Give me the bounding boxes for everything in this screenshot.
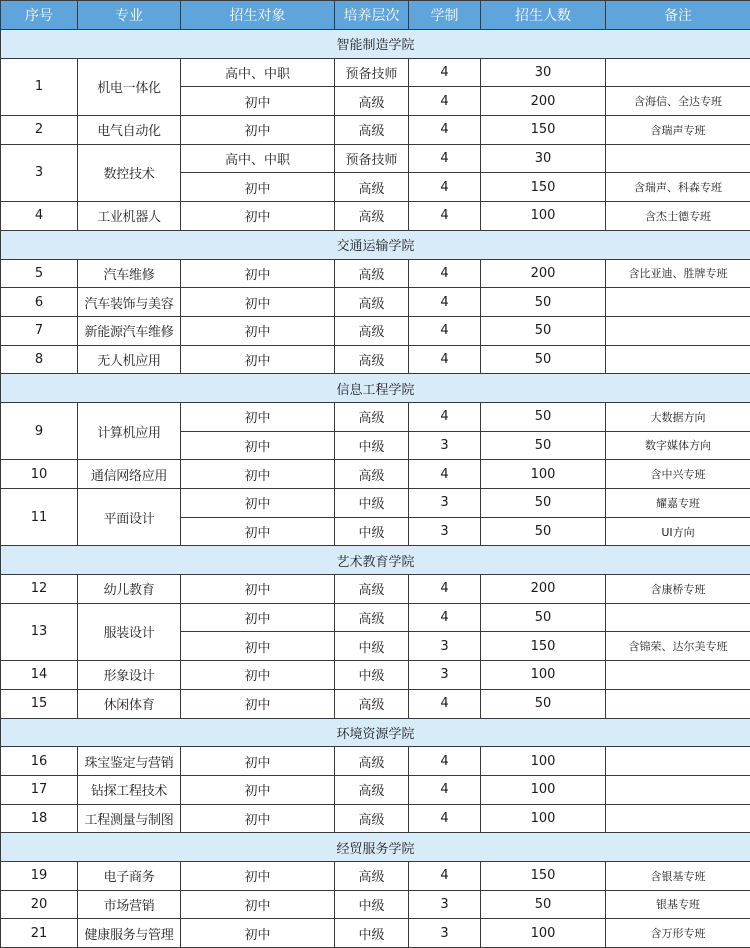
cell-no: 18 <box>1 804 78 833</box>
section-title: 智能制造学院 <box>1 30 750 59</box>
table-row <box>1 144 750 173</box>
cell-years: 3 <box>409 919 481 948</box>
cell-years: 3 <box>409 632 481 661</box>
cell-no: 17 <box>1 775 78 804</box>
cell-target: 初中 <box>181 747 335 776</box>
cell-count: 100 <box>481 775 606 804</box>
table-body <box>1 30 750 948</box>
cell-count: 100 <box>481 804 606 833</box>
column-header-count: 招生人数 <box>481 1 606 30</box>
cell-note: 含银基专班 <box>606 861 750 890</box>
cell-target: 初中 <box>181 890 335 919</box>
cell-no: 4 <box>1 202 78 231</box>
cell-major: 休闲体育 <box>78 689 181 718</box>
cell-no: 5 <box>1 259 78 288</box>
cell-count: 50 <box>481 345 606 374</box>
cell-no: 16 <box>1 747 78 776</box>
cell-note: 含万形专班 <box>606 919 750 948</box>
cell-target: 初中 <box>181 116 335 145</box>
cell-level: 中级 <box>335 517 409 546</box>
cell-count: 200 <box>481 575 606 604</box>
cell-years: 3 <box>409 489 481 518</box>
cell-target: 初中 <box>181 517 335 546</box>
section-row <box>1 546 750 575</box>
cell-no: 7 <box>1 316 78 345</box>
cell-note: 含比亚迪、胜牌专班 <box>606 259 750 288</box>
cell-no: 6 <box>1 288 78 317</box>
cell-count: 100 <box>481 202 606 231</box>
section-row <box>1 30 750 59</box>
cell-years: 4 <box>409 603 481 632</box>
cell-count: 100 <box>481 747 606 776</box>
cell-years: 4 <box>409 747 481 776</box>
section-title: 艺术教育学院 <box>1 546 750 575</box>
cell-level: 中级 <box>335 431 409 460</box>
cell-years: 3 <box>409 517 481 546</box>
table-row <box>1 116 750 145</box>
cell-note: 含锦荣、达尔美专班 <box>606 632 750 661</box>
cell-note <box>606 288 750 317</box>
cell-count: 50 <box>481 316 606 345</box>
cell-major: 健康服务与管理 <box>78 919 181 948</box>
cell-years: 4 <box>409 804 481 833</box>
cell-major: 工程测量与制图 <box>78 804 181 833</box>
cell-major: 新能源汽车维修 <box>78 316 181 345</box>
cell-count: 50 <box>481 431 606 460</box>
cell-count: 50 <box>481 689 606 718</box>
cell-count: 150 <box>481 861 606 890</box>
cell-no: 21 <box>1 919 78 948</box>
cell-target: 初中 <box>181 775 335 804</box>
cell-major: 平面设计 <box>78 489 181 546</box>
cell-years: 4 <box>409 144 481 173</box>
table-row <box>1 460 750 489</box>
table-row <box>1 689 750 718</box>
cell-years: 3 <box>409 890 481 919</box>
cell-note: 含中兴专班 <box>606 460 750 489</box>
cell-count: 50 <box>481 402 606 431</box>
table-row <box>1 603 750 632</box>
cell-level: 中级 <box>335 919 409 948</box>
table-row <box>1 575 750 604</box>
cell-note: 银基专班 <box>606 890 750 919</box>
table-row <box>1 747 750 776</box>
cell-level: 高级 <box>335 861 409 890</box>
cell-no: 3 <box>1 144 78 201</box>
cell-note: 含瑞声、科森专班 <box>606 173 750 202</box>
cell-target: 初中 <box>181 919 335 948</box>
section-title: 环境资源学院 <box>1 718 750 747</box>
cell-no: 12 <box>1 575 78 604</box>
cell-no: 9 <box>1 402 78 459</box>
cell-years: 3 <box>409 661 481 690</box>
cell-target: 初中 <box>181 632 335 661</box>
table-header <box>1 1 750 30</box>
table-row <box>1 288 750 317</box>
cell-note: 含康桥专班 <box>606 575 750 604</box>
section-row <box>1 230 750 259</box>
cell-level: 高级 <box>335 288 409 317</box>
cell-level: 预备技师 <box>335 58 409 87</box>
cell-major: 汽车装饰与美容 <box>78 288 181 317</box>
cell-major: 市场营销 <box>78 890 181 919</box>
cell-level: 中级 <box>335 661 409 690</box>
cell-note <box>606 345 750 374</box>
cell-note: 含瑞声专班 <box>606 116 750 145</box>
cell-years: 4 <box>409 202 481 231</box>
cell-target: 初中 <box>181 173 335 202</box>
cell-years: 4 <box>409 316 481 345</box>
cell-count: 30 <box>481 58 606 87</box>
cell-target: 初中 <box>181 288 335 317</box>
cell-target: 高中、中职 <box>181 144 335 173</box>
column-header-level: 培养层次 <box>335 1 409 30</box>
cell-years: 4 <box>409 58 481 87</box>
cell-level: 高级 <box>335 575 409 604</box>
cell-count: 150 <box>481 632 606 661</box>
cell-major: 珠宝鉴定与营销 <box>78 747 181 776</box>
cell-count: 30 <box>481 144 606 173</box>
cell-target: 初中 <box>181 861 335 890</box>
cell-note <box>606 689 750 718</box>
column-header-no: 序号 <box>1 1 78 30</box>
section-row <box>1 374 750 403</box>
header-row <box>1 1 750 30</box>
cell-note: 耀嘉专班 <box>606 489 750 518</box>
cell-note: 含杰士德专班 <box>606 202 750 231</box>
cell-no: 1 <box>1 58 78 115</box>
cell-years: 4 <box>409 861 481 890</box>
cell-count: 200 <box>481 259 606 288</box>
cell-note <box>606 316 750 345</box>
cell-no: 19 <box>1 861 78 890</box>
cell-count: 50 <box>481 517 606 546</box>
section-title: 经贸服务学院 <box>1 833 750 862</box>
cell-no: 14 <box>1 661 78 690</box>
cell-no: 8 <box>1 345 78 374</box>
cell-target: 初中 <box>181 689 335 718</box>
cell-level: 高级 <box>335 316 409 345</box>
table-row <box>1 202 750 231</box>
cell-level: 高级 <box>335 460 409 489</box>
cell-major: 计算机应用 <box>78 402 181 459</box>
cell-no: 20 <box>1 890 78 919</box>
cell-level: 高级 <box>335 87 409 116</box>
cell-years: 4 <box>409 116 481 145</box>
cell-years: 4 <box>409 173 481 202</box>
cell-level: 高级 <box>335 775 409 804</box>
cell-count: 150 <box>481 116 606 145</box>
table-row <box>1 402 750 431</box>
table-row <box>1 919 750 948</box>
cell-years: 4 <box>409 402 481 431</box>
cell-years: 4 <box>409 460 481 489</box>
cell-count: 50 <box>481 603 606 632</box>
cell-count: 100 <box>481 460 606 489</box>
cell-target: 高中、中职 <box>181 58 335 87</box>
cell-major: 汽车维修 <box>78 259 181 288</box>
table-row <box>1 890 750 919</box>
cell-years: 4 <box>409 775 481 804</box>
table-row <box>1 58 750 87</box>
cell-level: 高级 <box>335 173 409 202</box>
cell-target: 初中 <box>181 661 335 690</box>
cell-major: 电气自动化 <box>78 116 181 145</box>
cell-level: 高级 <box>335 747 409 776</box>
table-row <box>1 804 750 833</box>
cell-note: 含海信、全达专班 <box>606 87 750 116</box>
table-row <box>1 775 750 804</box>
cell-count: 50 <box>481 489 606 518</box>
section-title: 信息工程学院 <box>1 374 750 403</box>
cell-target: 初中 <box>181 259 335 288</box>
section-title: 交通运输学院 <box>1 230 750 259</box>
cell-major: 通信网络应用 <box>78 460 181 489</box>
table-row <box>1 316 750 345</box>
cell-major: 形象设计 <box>78 661 181 690</box>
cell-major: 幼儿教育 <box>78 575 181 604</box>
cell-years: 4 <box>409 575 481 604</box>
cell-years: 4 <box>409 87 481 116</box>
table-row <box>1 661 750 690</box>
column-header-target: 招生对象 <box>181 1 335 30</box>
cell-target: 初中 <box>181 575 335 604</box>
cell-no: 2 <box>1 116 78 145</box>
cell-note <box>606 58 750 87</box>
cell-major: 机电一体化 <box>78 58 181 115</box>
cell-level: 高级 <box>335 116 409 145</box>
cell-target: 初中 <box>181 402 335 431</box>
cell-level: 高级 <box>335 689 409 718</box>
cell-note <box>606 603 750 632</box>
cell-major: 钻探工程技术 <box>78 775 181 804</box>
cell-level: 预备技师 <box>335 144 409 173</box>
column-header-years: 学制 <box>409 1 481 30</box>
cell-note <box>606 747 750 776</box>
table-row <box>1 861 750 890</box>
cell-note: 数字媒体方向 <box>606 431 750 460</box>
cell-major: 服装设计 <box>78 603 181 660</box>
cell-count: 100 <box>481 919 606 948</box>
cell-note: 大数据方向 <box>606 402 750 431</box>
cell-target: 初中 <box>181 460 335 489</box>
section-row <box>1 718 750 747</box>
cell-years: 3 <box>409 431 481 460</box>
cell-level: 高级 <box>335 402 409 431</box>
cell-note <box>606 804 750 833</box>
cell-count: 200 <box>481 87 606 116</box>
cell-note: UI方向 <box>606 517 750 546</box>
cell-major: 电子商务 <box>78 861 181 890</box>
cell-years: 4 <box>409 288 481 317</box>
cell-note <box>606 661 750 690</box>
cell-target: 初中 <box>181 202 335 231</box>
cell-level: 高级 <box>335 603 409 632</box>
cell-level: 高级 <box>335 202 409 231</box>
column-header-major: 专业 <box>78 1 181 30</box>
cell-level: 中级 <box>335 890 409 919</box>
cell-years: 4 <box>409 259 481 288</box>
cell-years: 4 <box>409 345 481 374</box>
table-row <box>1 259 750 288</box>
cell-target: 初中 <box>181 345 335 374</box>
cell-level: 高级 <box>335 804 409 833</box>
section-row <box>1 833 750 862</box>
cell-level: 中级 <box>335 489 409 518</box>
cell-target: 初中 <box>181 431 335 460</box>
cell-years: 4 <box>409 689 481 718</box>
cell-target: 初中 <box>181 804 335 833</box>
cell-note <box>606 775 750 804</box>
cell-note <box>606 144 750 173</box>
cell-target: 初中 <box>181 603 335 632</box>
cell-count: 100 <box>481 661 606 690</box>
cell-count: 150 <box>481 173 606 202</box>
cell-level: 高级 <box>335 345 409 374</box>
cell-target: 初中 <box>181 489 335 518</box>
cell-count: 50 <box>481 288 606 317</box>
column-header-note: 备注 <box>606 1 750 30</box>
cell-level: 中级 <box>335 632 409 661</box>
cell-level: 高级 <box>335 259 409 288</box>
cell-major: 数控技术 <box>78 144 181 201</box>
cell-no: 11 <box>1 489 78 546</box>
cell-target: 初中 <box>181 316 335 345</box>
cell-major: 工业机器人 <box>78 202 181 231</box>
cell-target: 初中 <box>181 87 335 116</box>
cell-no: 15 <box>1 689 78 718</box>
cell-major: 无人机应用 <box>78 345 181 374</box>
table-row <box>1 489 750 518</box>
cell-no: 13 <box>1 603 78 660</box>
table-row <box>1 345 750 374</box>
cell-no: 10 <box>1 460 78 489</box>
cell-count: 50 <box>481 890 606 919</box>
